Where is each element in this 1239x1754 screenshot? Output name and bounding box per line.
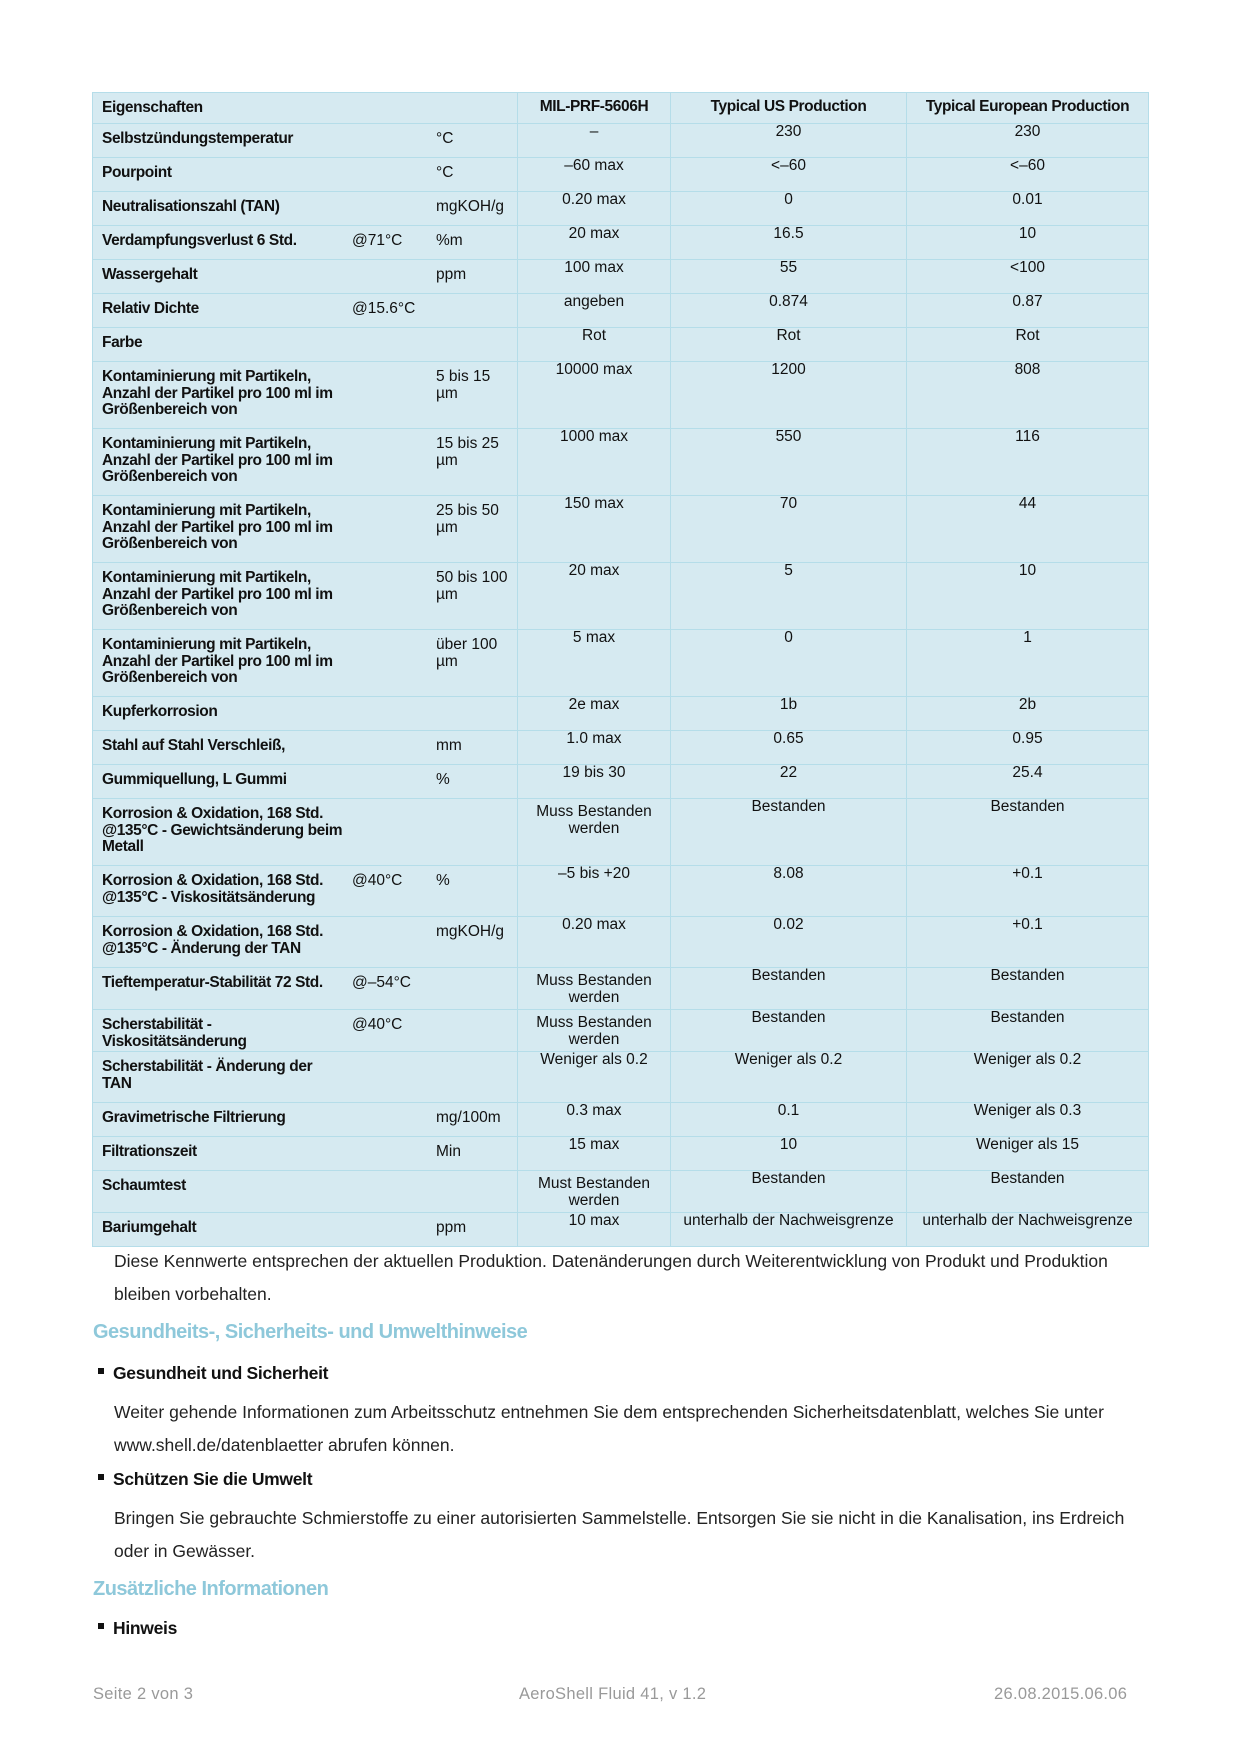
table-row [93, 496, 1149, 563]
cell-property [93, 563, 518, 630]
cell-eu-value: Weniger als 15 [907, 1137, 1149, 1171]
cell-property [93, 1010, 518, 1052]
property-label: Kontaminierung mit Partikeln, Anzahl der Partikel pro 100 ml im Größenbereich von [102, 636, 333, 686]
cell-us-value: Bestanden [671, 1171, 907, 1213]
table-row [93, 866, 1149, 917]
cell-eu-value: <100 [907, 260, 1149, 294]
cell-us-value: 550 [671, 429, 907, 496]
cell-eu-value: 10 [907, 226, 1149, 260]
bullet-square-icon [98, 1368, 104, 1374]
subheading-hint [98, 1618, 177, 1639]
property-label: Selbstzündungstemperatur [102, 130, 294, 147]
property-label: Neutralisationszahl (TAN) [102, 198, 280, 215]
table-row [93, 328, 1149, 362]
cell-us-value: unterhalb der Nachweisgrenze [671, 1213, 907, 1247]
cell-us-value: 22 [671, 765, 907, 799]
table-row [93, 260, 1149, 294]
cell-us-value: 0 [671, 630, 907, 697]
property-label: Kontaminierung mit Partikeln, Anzahl der Partikel pro 100 ml im Größenbereich von [102, 368, 333, 418]
cell-eu-value: 44 [907, 496, 1149, 563]
cell-property [93, 968, 518, 1010]
table-row [93, 1103, 1149, 1137]
cell-spec-value: Muss Bestanden werden [518, 799, 671, 866]
cell-us-value: 55 [671, 260, 907, 294]
cell-spec-value: 1.0 max [518, 731, 671, 765]
table-row [93, 226, 1149, 260]
cell-eu-value: 1 [907, 630, 1149, 697]
cell-property [93, 226, 518, 260]
cell-spec-value: 10 max [518, 1213, 671, 1247]
cell-eu-value: 808 [907, 362, 1149, 429]
footer-product-version: AeroShell Fluid 41, v 1.2 [519, 1685, 707, 1703]
table-row [93, 731, 1149, 765]
bullet-square-icon [98, 1623, 104, 1629]
header-spec: MIL-PRF-5606H [518, 93, 671, 124]
cell-eu-value: unterhalb der Nachweisgrenze [907, 1213, 1149, 1247]
cell-spec-value: 5 max [518, 630, 671, 697]
property-label: Pourpoint [102, 164, 172, 181]
cell-property [93, 328, 518, 362]
cell-property [93, 192, 518, 226]
table-row [93, 1213, 1149, 1247]
property-label: Korrosion & Oxidation, 168 Std. @135°C - Viskositätsänderung [102, 872, 323, 906]
section-heading-additional-info: Zusätzliche Informationen [93, 1578, 329, 1600]
cell-us-value: Bestanden [671, 799, 907, 866]
property-unit: % [436, 872, 450, 889]
cell-property [93, 1213, 518, 1247]
subheading-hint-label: Hinweis [113, 1618, 178, 1638]
cell-eu-value: 230 [907, 124, 1149, 158]
property-unit: ppm [436, 266, 467, 283]
property-label: Korrosion & Oxidation, 168 Std. @135°C - Gewichtsänderung beim Metall [102, 805, 343, 855]
property-condition: @71°C [352, 232, 403, 249]
subheading-environment-label: Schützen Sie die Umwelt [113, 1469, 313, 1489]
table-row [93, 630, 1149, 697]
property-condition: @40°C [352, 1016, 403, 1033]
property-unit: mgKOH/g [436, 198, 505, 215]
header-us: Typical US Production [671, 93, 907, 124]
cell-spec-value: 1000 max [518, 429, 671, 496]
cell-us-value: 0 [671, 192, 907, 226]
data-disclaimer-note: Diese Kennwerte entsprechen der aktuellen Produktion. Datenänderungen durch Weiterentwicklung von Produkt und Produktion bleiben vorbehalten. [114, 1251, 1108, 1304]
cell-property [93, 1137, 518, 1171]
property-label: Gravimetrische Filtrierung [102, 1109, 286, 1126]
property-unit: 5 bis 15 µm [436, 368, 491, 402]
cell-spec-value: 150 max [518, 496, 671, 563]
cell-spec-value: Rot [518, 328, 671, 362]
cell-us-value: 1200 [671, 362, 907, 429]
property-label: Tieftemperatur-Stabilität 72 Std. [102, 974, 323, 991]
cell-spec-value: Muss Bestanden werden [518, 968, 671, 1010]
property-unit: ppm [436, 1219, 467, 1236]
subheading-health-safety [98, 1363, 328, 1384]
cell-eu-value: 0.87 [907, 294, 1149, 328]
property-label: Kontaminierung mit Partikeln, Anzahl der Partikel pro 100 ml im Größenbereich von [102, 435, 333, 485]
cell-eu-value: Weniger als 0.3 [907, 1103, 1149, 1137]
cell-us-value: 8.08 [671, 866, 907, 917]
property-label: Verdampfungsverlust 6 Std. [102, 232, 297, 249]
property-condition: @40°C [352, 872, 403, 889]
property-unit: 50 bis 100 µm [436, 569, 508, 603]
property-label: Scherstabilität - Viskositätsänderung [102, 1016, 247, 1050]
cell-spec-value: 0.20 max [518, 192, 671, 226]
property-unit: °C [436, 130, 454, 147]
property-label: Relativ Dichte [102, 300, 199, 317]
table-row [93, 968, 1149, 1010]
property-condition: @–54°C [352, 974, 411, 991]
cell-property [93, 731, 518, 765]
cell-property [93, 866, 518, 917]
cell-spec-value: Muss Bestanden werden [518, 1010, 671, 1052]
property-label: Schaumtest [102, 1177, 186, 1194]
cell-us-value: <–60 [671, 158, 907, 192]
cell-eu-value: Bestanden [907, 968, 1149, 1010]
environment-text: Bringen Sie gebrauchte Schmierstoffe zu einer autorisierten Sammelstelle. Entsorgen Sie sie nicht in die Kanalisation, ins Erdreich oder in Gewässer. [114, 1508, 1125, 1561]
cell-spec-value: 2e max [518, 697, 671, 731]
header-property-label: Eigenschaften [102, 99, 203, 116]
cell-property [93, 260, 518, 294]
table-row [93, 697, 1149, 731]
cell-eu-value: +0.1 [907, 917, 1149, 968]
property-unit: über 100 µm [436, 636, 498, 670]
cell-property [93, 765, 518, 799]
cell-property [93, 496, 518, 563]
cell-eu-value: 116 [907, 429, 1149, 496]
footer-date: 26.08.2015.06.06 [994, 1685, 1128, 1703]
cell-spec-value: –60 max [518, 158, 671, 192]
cell-spec-value: 15 max [518, 1137, 671, 1171]
cell-us-value: 1b [671, 697, 907, 731]
property-label: Farbe [102, 334, 143, 351]
cell-property [93, 799, 518, 866]
table-header-row [93, 93, 1149, 124]
cell-spec-value: 20 max [518, 563, 671, 630]
table-row [93, 1137, 1149, 1171]
table-row [93, 1052, 1149, 1103]
table-row [93, 192, 1149, 226]
health-safety-text: Weiter gehende Informationen zum Arbeitsschutz entnehmen Sie dem entsprechenden Sicherheitsdatenblatt, welches Sie unter www.shell.de/datenblaetter abrufen können. [114, 1402, 1104, 1455]
cell-spec-value: –5 bis +20 [518, 866, 671, 917]
property-unit: % [436, 771, 450, 788]
bullet-square-icon [98, 1474, 104, 1480]
properties-table [92, 92, 1149, 1247]
cell-spec-value: 0.3 max [518, 1103, 671, 1137]
cell-eu-value: <–60 [907, 158, 1149, 192]
cell-us-value: 230 [671, 124, 907, 158]
header-eu: Typical European Production [907, 93, 1149, 124]
table-row [93, 563, 1149, 630]
table-row [93, 1171, 1149, 1213]
table-row [93, 429, 1149, 496]
cell-us-value: 10 [671, 1137, 907, 1171]
cell-spec-value: Weniger als 0.2 [518, 1052, 671, 1103]
cell-property [93, 917, 518, 968]
cell-property [93, 429, 518, 496]
cell-us-value: 16.5 [671, 226, 907, 260]
cell-property [93, 697, 518, 731]
property-unit: mgKOH/g [436, 923, 505, 940]
property-label: Kontaminierung mit Partikeln, Anzahl der Partikel pro 100 ml im Größenbereich von [102, 502, 333, 552]
cell-spec-value: 10000 max [518, 362, 671, 429]
cell-us-value: Bestanden [671, 1010, 907, 1052]
cell-eu-value: 0.95 [907, 731, 1149, 765]
table-row [93, 765, 1149, 799]
cell-eu-value: Bestanden [907, 1010, 1149, 1052]
property-label: Kontaminierung mit Partikeln, Anzahl der Partikel pro 100 ml im Größenbereich von [102, 569, 333, 619]
subheading-health-safety-label: Gesundheit und Sicherheit [113, 1363, 329, 1383]
cell-property [93, 630, 518, 697]
cell-us-value: 0.1 [671, 1103, 907, 1137]
cell-eu-value: Weniger als 0.2 [907, 1052, 1149, 1103]
property-unit: mm [436, 737, 462, 754]
properties-table-body [93, 93, 1149, 1247]
cell-spec-value: 19 bis 30 [518, 765, 671, 799]
cell-us-value: 0.65 [671, 731, 907, 765]
cell-eu-value: Bestanden [907, 1171, 1149, 1213]
table-row [93, 1010, 1149, 1052]
property-label: Stahl auf Stahl Verschleiß, [102, 737, 286, 754]
cell-eu-value: 0.01 [907, 192, 1149, 226]
cell-property [93, 124, 518, 158]
cell-eu-value: Bestanden [907, 799, 1149, 866]
property-label: Wassergehalt [102, 266, 198, 283]
cell-eu-value: 2b [907, 697, 1149, 731]
cell-property [93, 294, 518, 328]
cell-property [93, 362, 518, 429]
subheading-environment [98, 1469, 312, 1490]
property-label: Kupferkorrosion [102, 703, 218, 720]
table-row [93, 799, 1149, 866]
cell-spec-value: Must Bestanden werden [518, 1171, 671, 1213]
table-row [93, 158, 1149, 192]
cell-spec-value: 0.20 max [518, 917, 671, 968]
header-property [93, 93, 518, 124]
property-label: Filtrationszeit [102, 1143, 197, 1160]
cell-spec-value: angeben [518, 294, 671, 328]
cell-eu-value: +0.1 [907, 866, 1149, 917]
cell-us-value: 0.02 [671, 917, 907, 968]
cell-us-value: 5 [671, 563, 907, 630]
property-unit: °C [436, 164, 454, 181]
cell-property [93, 158, 518, 192]
section-heading-health-safety: Gesundheits-, Sicherheits- und Umwelthinweise [93, 1321, 528, 1343]
property-table-container [92, 92, 1148, 1247]
cell-eu-value: 25.4 [907, 765, 1149, 799]
cell-property [93, 1171, 518, 1213]
cell-eu-value: Rot [907, 328, 1149, 362]
property-unit: 25 bis 50 µm [436, 502, 499, 536]
cell-us-value: Weniger als 0.2 [671, 1052, 907, 1103]
table-row [93, 124, 1149, 158]
property-label: Scherstabilität - Änderung der TAN [102, 1058, 313, 1092]
cell-spec-value: 20 max [518, 226, 671, 260]
table-row [93, 917, 1149, 968]
property-unit: Min [436, 1143, 461, 1160]
cell-eu-value: 10 [907, 563, 1149, 630]
cell-us-value: Bestanden [671, 968, 907, 1010]
table-row [93, 362, 1149, 429]
property-unit: mg/100m [436, 1109, 501, 1126]
property-label: Korrosion & Oxidation, 168 Std. @135°C - Änderung der TAN [102, 923, 323, 957]
cell-property [93, 1103, 518, 1137]
table-row [93, 294, 1149, 328]
cell-us-value: 70 [671, 496, 907, 563]
property-label: Gummiquellung, L Gummi [102, 771, 287, 788]
cell-us-value: Rot [671, 328, 907, 362]
cell-us-value: 0.874 [671, 294, 907, 328]
footer-page-number: Seite 2 von 3 [93, 1685, 194, 1703]
property-unit: %m [436, 232, 463, 249]
property-condition: @15.6°C [352, 300, 416, 317]
cell-spec-value: – [518, 124, 671, 158]
property-label: Bariumgehalt [102, 1219, 197, 1236]
property-unit: 15 bis 25 µm [436, 435, 499, 469]
cell-property [93, 1052, 518, 1103]
cell-spec-value: 100 max [518, 260, 671, 294]
